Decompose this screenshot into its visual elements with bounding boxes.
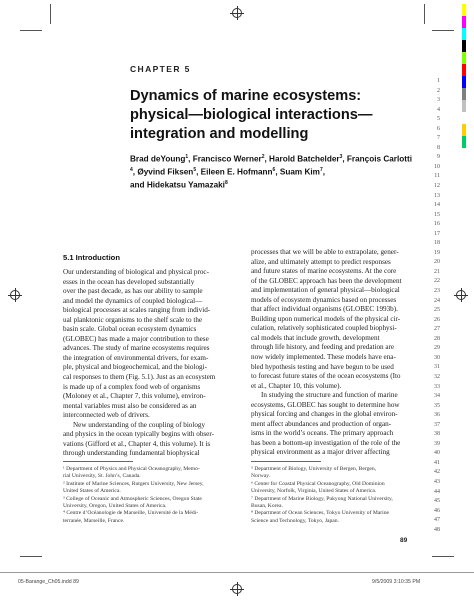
line-number: 37 (434, 421, 440, 428)
text-line: cal models that include growth, development (251, 333, 380, 342)
text-line: through life history, and feeding and predation are (251, 343, 395, 352)
line-number: 9 (437, 154, 440, 161)
line-number: 36 (434, 412, 440, 419)
text-line: In studying the structure and function of marine (261, 391, 398, 400)
text-line: ecosystems, GLOBEC has sought to determine how (251, 400, 400, 409)
text-line: ⁷ Department of Marine Biology, Pukyong National University, (251, 495, 393, 502)
author-separator: , (322, 167, 325, 177)
line-number: 18 (434, 240, 440, 247)
crop-mark-tr-h (432, 30, 454, 31)
crop-mark-tr-v (424, 4, 425, 24)
crop-mark-br-h (432, 556, 454, 557)
line-number: 26 (434, 316, 440, 323)
left-column-body (63, 268, 231, 459)
text-line: Busan, Korea. (251, 503, 283, 510)
chapter-label: CHAPTER 5 (130, 64, 191, 74)
line-number: 16 (434, 221, 440, 228)
text-line: cal responses to them (Fig. 5.1). Just as an ecosystem (63, 373, 216, 382)
line-number: 41 (434, 459, 440, 466)
footnote-rule-right (251, 461, 321, 462)
text-line: ual planktonic organisms to the shelf scale to the (63, 315, 203, 324)
footnotes-right (251, 466, 423, 525)
text-line: advances. The study of marine ecosystems requires (63, 344, 210, 353)
line-number: 7 (437, 135, 440, 142)
line-number: 23 (434, 288, 440, 295)
line-number: 43 (434, 478, 440, 485)
text-line: ment affect abundances and production of organ- (251, 419, 392, 428)
text-line: (GLOBEC) has made a major contribution to these (63, 334, 209, 343)
text-line: and future states of marine ecosystems. At the core (251, 267, 397, 276)
title-line: integration and modelling (130, 126, 309, 142)
text-line: University, Norfolk, Virginia, United States of America. (251, 488, 377, 495)
author-separator: , (132, 167, 138, 177)
text-line: that affect individual organisms (GLOBEC 1993b). (251, 305, 398, 314)
author-name: Brad deYoung (130, 154, 186, 164)
registration-mark-top-icon (232, 8, 242, 18)
line-number: 20 (434, 259, 440, 266)
text-line: alize, and ultimately attempt to predict responses (251, 257, 391, 266)
author-separator: , (342, 154, 347, 164)
line-number: 14 (434, 202, 440, 209)
color-swatch (462, 112, 466, 124)
author-affiliation-sup: 5 (193, 166, 197, 173)
section-heading: 5.1 Introduction (63, 253, 120, 262)
color-swatch (462, 76, 466, 88)
line-number: 17 (434, 230, 440, 237)
text-line: ⁵ Department of Biology, University of Bergen, Bergen, (251, 466, 377, 472)
author-name: and Hidekatsu Yamazaki (130, 180, 225, 190)
chapter-title (130, 87, 430, 144)
line-number: 45 (434, 498, 440, 505)
text-line: vations (Gifford et al., Chapter 4, this volume). It is (63, 439, 211, 448)
text-line: interconnected web of drivers. (63, 411, 150, 420)
author-separator: , (264, 154, 270, 164)
color-calibration-strip (462, 4, 466, 148)
text-line: esses in the ocean has developed substantially (63, 277, 195, 286)
line-number: 1 (437, 78, 440, 84)
registration-mark-left-icon (10, 290, 20, 300)
color-swatch (462, 136, 466, 148)
text-line: bled hypothesis testing and have begun to be used (251, 362, 394, 371)
text-line: now widely implemented. These models have ena- (251, 353, 396, 362)
registration-mark-bottom-icon (232, 584, 242, 594)
slug-divider (0, 572, 474, 573)
line-number: 33 (434, 383, 440, 390)
line-number: 47 (434, 517, 440, 524)
text-line: ⁸ Department of Ocean Sciences, Tokyo University of Marine (251, 510, 389, 517)
line-number: 15 (434, 211, 440, 218)
text-line: New understanding of the coupling of biology (73, 420, 206, 429)
line-number: 2 (437, 87, 440, 94)
line-number: 12 (434, 183, 440, 190)
line-number: 3 (437, 97, 440, 104)
color-swatch (462, 124, 466, 136)
text-line: mental variables must also be considered as an (63, 401, 197, 410)
margin-line-numbers (428, 77, 440, 535)
color-swatch (462, 28, 466, 40)
line-number: 38 (434, 431, 440, 438)
author-separator: , (196, 167, 201, 177)
slug-timestamp: 9/5/2009 3:10:35 PM (372, 579, 421, 585)
line-number: 42 (434, 469, 440, 476)
author-line (130, 152, 430, 165)
footnotes-left (63, 466, 233, 525)
text-line: United States of America. (63, 488, 121, 495)
text-line: to forecast future states of the ocean ecosystems (Ito (251, 372, 401, 381)
line-number: 22 (434, 278, 440, 285)
text-line: and physics in the ocean typically begins with obser- (63, 430, 214, 439)
color-swatch (462, 100, 466, 112)
line-number: 46 (434, 507, 440, 514)
author-affiliation-sup: 7 (319, 166, 323, 173)
author-affiliation-sup: 6 (272, 166, 276, 173)
author-list (130, 152, 430, 191)
line-number: 27 (434, 326, 440, 333)
title-line: Dynamics of marine ecosystems: (130, 88, 362, 104)
line-number: 40 (434, 450, 440, 457)
author-name: Harold Batchelder (269, 154, 340, 164)
text-line: ple, physical and biogeochemical, and the biologi- (63, 363, 207, 372)
line-number: 44 (434, 488, 440, 495)
author-affiliation-sup: 3 (339, 154, 343, 160)
author-line (130, 165, 430, 178)
line-number: 10 (434, 163, 440, 170)
text-line: et al., Chapter 10, this volume). (251, 381, 342, 390)
line-number: 32 (434, 373, 440, 380)
line-number: 28 (434, 335, 440, 342)
author-name: François Carlotti (346, 154, 412, 164)
line-number: 35 (434, 402, 440, 409)
text-line: Our understanding of biological and physical proc- (63, 268, 209, 276)
text-line: terranée, Marseille, France. (63, 517, 125, 524)
text-line: Building upon numerical models of the physical cir- (251, 314, 401, 323)
right-column-body (251, 248, 422, 458)
text-line: physical environment as a major driver affecting (251, 448, 390, 457)
text-line: ² Institute of Marine Sciences, Rutgers University, New Jersey, (63, 480, 204, 487)
line-number: 34 (434, 393, 440, 400)
line-number: 13 (434, 192, 440, 199)
registration-mark-right-icon (456, 290, 466, 300)
text-line: through understanding fundamental biophysical (63, 449, 200, 458)
text-line: has been a bottom-up investigation of the role of the (251, 438, 401, 447)
author-affiliation-sup: 1 (185, 154, 189, 160)
author-name: Francisco Werner (192, 154, 262, 164)
text-line: ¹ Department of Physics and Physical Oceanography, Memo- (63, 466, 200, 472)
author-separator: , (188, 154, 193, 164)
text-line: is made up of a complex food web of organisms (63, 382, 201, 391)
footnote-rule-left (63, 461, 133, 462)
author-separator: , (275, 167, 280, 177)
color-swatch (462, 88, 466, 100)
text-line: Science and Technology, Tokyo, Japan. (251, 517, 339, 524)
author-name: Eileen E. Hofmann (200, 167, 273, 177)
line-number: 29 (434, 345, 440, 352)
text-line: over the past decade, as has our ability to sample (63, 287, 203, 296)
line-number: 8 (437, 144, 440, 151)
text-line: ⁴ Centre d’Océanologie de Marseille, Université de la Médi- (63, 510, 199, 517)
text-line: University, Oregon, United States of America. (63, 503, 167, 510)
text-line: ⁶ Center for Coastal Physical Oceanography, Old Dominion (251, 480, 385, 487)
line-number: 4 (437, 106, 440, 113)
text-line: and model the dynamics of coupled biological— (63, 296, 203, 305)
author-affiliation-sup: 8 (224, 179, 228, 186)
line-number: 21 (434, 268, 440, 275)
text-line: Norway. (251, 473, 271, 480)
text-line: physical forcing and changes in the global environ- (251, 410, 398, 419)
color-swatch (462, 40, 466, 52)
author-name: Suam Kim (279, 167, 320, 177)
text-line: of the GLOBEC approach has been the development (251, 276, 402, 285)
line-number: 5 (437, 116, 440, 123)
text-line: and implementation of general physical—biological (251, 286, 400, 295)
color-swatch (462, 16, 466, 28)
text-line: processes that we will be able to extrapolate, gener- (251, 248, 399, 256)
crop-mark-bl-h (20, 556, 42, 557)
color-swatch (462, 52, 466, 64)
line-number: 11 (434, 173, 440, 180)
color-swatch (462, 4, 466, 16)
line-number: 30 (434, 354, 440, 361)
line-number: 6 (437, 125, 440, 132)
crop-mark-tl-h (20, 30, 42, 31)
slug-file-info: 05-Barange_Ch05.indd 89 (18, 579, 79, 585)
line-number: 39 (434, 440, 440, 447)
text-line: culation, relatively sophisticated coupled biophysi- (251, 324, 397, 333)
color-swatch (462, 64, 466, 76)
line-number: 48 (434, 526, 440, 533)
text-line: rial University, St. John’s, Canada. (63, 473, 141, 480)
text-line: isms in the world’s oceans. The primary approach (251, 429, 394, 438)
line-number: 31 (434, 364, 440, 371)
crop-mark-tl-v (50, 4, 51, 24)
author-name: Øyvind Fiksen (137, 167, 194, 177)
title-line: physical—biological interactions— (130, 107, 373, 123)
line-number: 24 (434, 297, 440, 304)
page-number: 89 (400, 537, 408, 544)
author-affiliation-sup: 2 (261, 154, 265, 160)
author-affiliation-sup: 4 (130, 166, 133, 173)
text-line: ³ College of Oceanic and Atmospheric Sciences, Oregon State (63, 495, 202, 502)
text-line: basin scale. Global ocean ecosystem dynamics (63, 325, 197, 334)
author-line (130, 178, 430, 191)
text-line: (Moloney et al., Chapter 7, this volume), environ- (63, 392, 206, 401)
text-line: models of ecosystem dynamics based on processes (251, 295, 397, 304)
text-line: biological processes at scales ranging from individ- (63, 306, 211, 315)
line-number: 19 (434, 249, 440, 256)
line-number: 25 (434, 307, 440, 314)
text-line: the integration of environmental drivers, for exam- (63, 353, 209, 362)
